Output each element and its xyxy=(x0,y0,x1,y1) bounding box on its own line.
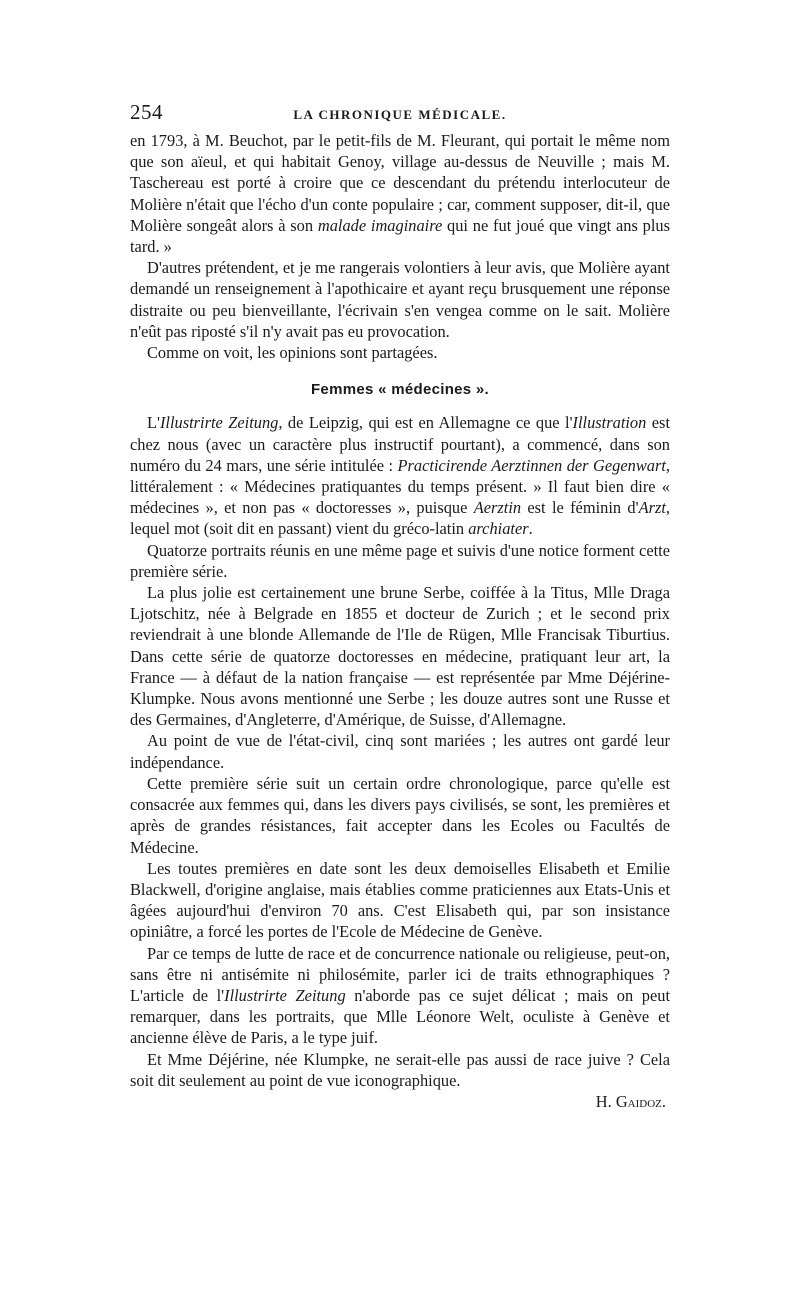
paragraph: La plus jolie est certainement une brune Serbe, coiffée à la Titus, Mlle Draga Ljotschitz, née à Belgrade en 1855 et docteur de Zurich ; et le second prix reviendrait à une blonde Allemande de l'Ile de Rügen, Mlle Francisak Tiburtius. Dans cette série de quatorze doctoresses en médecine, pratiquant leur art, la France — à défaut de la nation française — est représentée par Mme Déjérine-Klumpke. Nous avons mentionné une Serbe ; les douze autres sont une Russe et des Germaines, d'Angleterre, d'Amérique, de Suisse, d'Allemagne. xyxy=(130,583,670,730)
page-number: 254 xyxy=(130,100,163,124)
italic-title: Practicirende Aerztinnen der Gegenwart xyxy=(397,455,666,475)
signature xyxy=(130,1091,670,1112)
paragraph: Comme on voit, les opinions sont partagées. xyxy=(147,343,438,363)
paragraph: L'Illustrirte Zeitung, de Leipzig, qui est en Allemagne ce que l'Illustration est chez nous (avec un caractère plus instructif pourtant), a commencé, dans son numéro du 24 mars, une série intitulée : Practicirende Aerztinnen der Gegenwart, littéralement : « Médecines pratiquantes du temps présent. » Il faut bien dire « médecines », et non pas « doctoresses », puisque Aerztin est le féminin d'Arzt, lequel mot (soit dit en passant) vient du gréco-latin archiater. xyxy=(130,413,670,539)
paragraph: D'autres prétendent, et je me rangerais volontiers à leur avis, que Molière ayant demandé un renseignement à l'apothicaire et ayant reçu brusquement une réponse distraite ou peu bienveillante, l'écrivain s'en vengea comme on le sait. Molière n'eût pas riposté s'il n'y avait pas eu provocation. xyxy=(130,258,670,341)
paragraph: Au point de vue de l'état-civil, cinq sont mariées ; les autres ont gardé leur indépendance. xyxy=(130,731,670,772)
page xyxy=(130,100,670,1112)
section-title: Femmes « médecines ». xyxy=(310,381,490,399)
italic-word: archiater xyxy=(468,519,529,539)
signature-name: Gaidoz. xyxy=(615,1091,666,1111)
italic-word: Aerztin xyxy=(473,498,522,518)
italic-word: Arzt xyxy=(638,498,666,518)
italic-title: Illustration xyxy=(572,413,647,433)
running-title: LA CHRONIQUE MÉDICALE. xyxy=(293,107,507,122)
paragraph: Par ce temps de lutte de race et de concurrence nationale ou religieuse, peut-on, sans être ni antisémite ni philosémite, parler ici de traits ethnographiques ? L'article de l'Illustrirte Zeitung n'aborde pas ce sujet délicat ; mais on peut remarquer, dans les portraits, que Mlle Léonore Welt, oculiste à Genève et ancienne élève de Paris, a le type juif. xyxy=(130,943,671,1048)
italic-title: malade imaginaire xyxy=(317,215,443,235)
paragraph: Cette première série suit un certain ordre chronologique, parce qu'elle est consacrée aux femmes qui, dans les divers pays civilisés, se sont, les premières et après de grandes résistances, fait accepter dans les Ecoles ou Facultés de Médecine. xyxy=(130,773,670,857)
italic-title: Illustrirte Zeitung xyxy=(159,413,279,433)
article-body xyxy=(130,130,670,1091)
paragraph: Quatorze portraits réunis en une même page et suivis d'une notice forment cette première série. xyxy=(130,540,670,581)
paragraph: en 1793, à M. Beuchot, par le petit-fils de M. Fleurant, qui portait le même nom que son aïeul, et qui habitait Genoy, village au-dessus de Neuville ; mais M. Taschereau est porté à croire que ce descendant du prétendu interlocuteur de Molière n'était que l'écho d'un conte populaire ; car, comment supposer, dit-il, que Molière songeât alors à son malade imaginaire qui ne fut joué que vingt ans plus tard. » xyxy=(130,131,670,257)
paragraph: Les toutes premières en date sont les deux demoiselles Elisabeth et Emilie Blackwell, d'origine anglaise, mais établies comme praticiennes aux Etats-Unis et âgées aujourd'hui d'environ 70 ans. C'est Elisabeth qui, par son insistance opiniâtre, a forcé les portes de l'Ecole de Médecine de Genève. xyxy=(130,858,670,942)
paragraph: Et Mme Déjérine, née Klumpke, ne serait-elle pas aussi de race juive ? Cela soit dit seulement au point de vue iconographique. xyxy=(130,1049,670,1090)
italic-title: Illustrirte Zeitung xyxy=(224,985,346,1005)
page-header xyxy=(130,100,670,130)
signature-initial: H. xyxy=(595,1091,612,1111)
